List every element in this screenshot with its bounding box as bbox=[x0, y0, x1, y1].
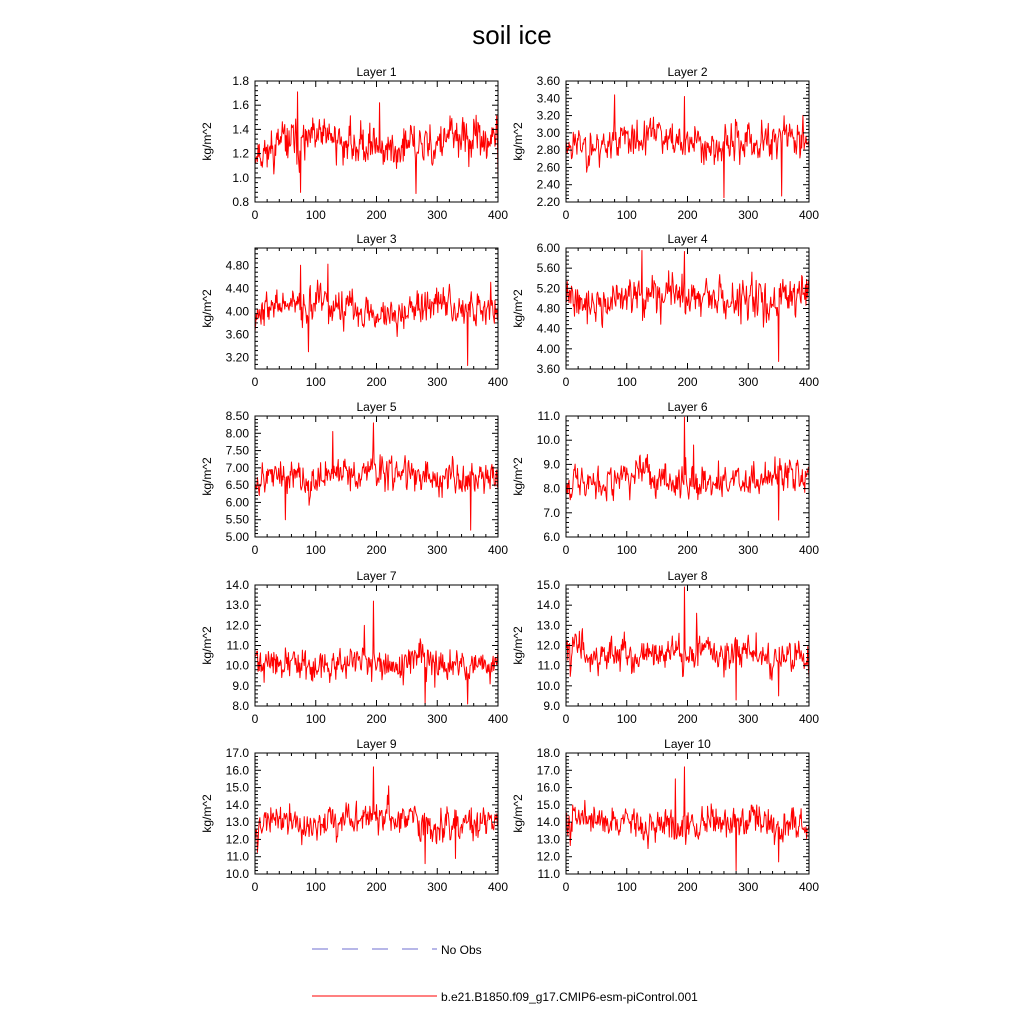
panel-title: Layer 7 bbox=[356, 569, 397, 583]
y-tick-label: 12.0 bbox=[536, 849, 560, 864]
x-tick-label: 400 bbox=[487, 543, 509, 557]
x-tick-label: 100 bbox=[616, 543, 637, 557]
legend-item-model-run bbox=[312, 990, 698, 1004]
x-tick-label: 400 bbox=[798, 375, 820, 389]
y-axis-label: kg/m^2 bbox=[511, 626, 525, 665]
y-tick-label: 6.50 bbox=[225, 478, 249, 493]
x-tick-label: 300 bbox=[427, 375, 448, 389]
x-tick-label: 0 bbox=[562, 543, 570, 557]
x-tick-label: 100 bbox=[305, 375, 326, 389]
x-tick-label: 0 bbox=[562, 375, 570, 389]
y-tick-label: 4.80 bbox=[536, 301, 560, 316]
y-tick-label: 8.50 bbox=[225, 409, 249, 423]
panel-layer-5 bbox=[200, 400, 508, 557]
panel-title: Layer 4 bbox=[667, 232, 708, 246]
y-tick-label: 2.40 bbox=[536, 177, 560, 192]
panel-title: Layer 6 bbox=[667, 400, 708, 414]
panels bbox=[200, 65, 819, 894]
y-tick-label: 4.40 bbox=[536, 321, 560, 336]
y-axis-label: kg/m^2 bbox=[200, 626, 214, 665]
panel-title: Layer 3 bbox=[356, 232, 397, 246]
x-tick-label: 0 bbox=[562, 208, 570, 222]
series-line-layer-7 bbox=[255, 601, 498, 704]
x-tick-label: 200 bbox=[677, 375, 698, 389]
panel-layer-10 bbox=[511, 737, 819, 894]
y-tick-label: 12.0 bbox=[536, 638, 560, 653]
y-tick-label: 17.0 bbox=[536, 763, 560, 778]
y-tick-label: 3.60 bbox=[225, 327, 249, 342]
y-tick-label: 4.00 bbox=[225, 304, 249, 319]
x-tick-label: 400 bbox=[487, 208, 509, 222]
x-tick-label: 400 bbox=[487, 880, 509, 894]
x-tick-label: 100 bbox=[305, 543, 326, 557]
y-tick-label: 4.80 bbox=[225, 258, 249, 273]
y-tick-label: 0.8 bbox=[232, 195, 249, 209]
x-tick-label: 300 bbox=[738, 712, 759, 726]
panel-title: Layer 10 bbox=[664, 737, 711, 751]
y-axis-label: kg/m^2 bbox=[200, 457, 214, 496]
y-tick-label: 13.0 bbox=[536, 618, 560, 633]
y-tick-label: 8.0 bbox=[543, 481, 560, 496]
panel-layer-1 bbox=[200, 65, 508, 222]
y-tick-label: 3.20 bbox=[536, 108, 560, 123]
y-tick-label: 8.00 bbox=[225, 426, 249, 441]
x-tick-label: 200 bbox=[366, 208, 387, 222]
x-tick-label: 200 bbox=[366, 712, 387, 726]
y-tick-label: 14.0 bbox=[225, 797, 249, 812]
panel-title: Layer 2 bbox=[667, 65, 708, 79]
x-tick-label: 200 bbox=[677, 208, 698, 222]
series-line-layer-6 bbox=[566, 417, 809, 520]
y-tick-label: 10.0 bbox=[225, 867, 249, 881]
y-tick-label: 11.0 bbox=[226, 849, 249, 864]
x-tick-label: 0 bbox=[251, 880, 259, 894]
y-tick-label: 6.00 bbox=[536, 241, 560, 255]
y-tick-label: 18.0 bbox=[536, 746, 560, 760]
x-tick-label: 200 bbox=[677, 712, 698, 726]
y-tick-label: 1.2 bbox=[232, 146, 249, 161]
y-tick-label: 16.0 bbox=[225, 763, 249, 778]
y-tick-label: 1.4 bbox=[232, 122, 249, 137]
y-tick-label: 10.0 bbox=[536, 678, 560, 693]
y-tick-label: 14.0 bbox=[536, 598, 560, 613]
x-tick-label: 200 bbox=[366, 880, 387, 894]
y-tick-label: 12.0 bbox=[225, 832, 249, 847]
y-tick-label: 10.0 bbox=[536, 433, 560, 448]
legend-label-no-obs: No Obs bbox=[441, 943, 482, 957]
panel-layer-4 bbox=[511, 232, 819, 389]
figure-title: soil ice bbox=[472, 20, 552, 50]
x-tick-label: 0 bbox=[251, 375, 259, 389]
x-tick-label: 200 bbox=[366, 375, 387, 389]
x-tick-label: 300 bbox=[738, 880, 759, 894]
y-tick-label: 15.0 bbox=[536, 797, 560, 812]
y-tick-label: 1.8 bbox=[232, 74, 249, 88]
x-tick-label: 400 bbox=[487, 375, 509, 389]
y-tick-label: 13.0 bbox=[225, 598, 249, 613]
panel-title: Layer 5 bbox=[356, 400, 397, 414]
panel-layer-9 bbox=[200, 737, 508, 894]
x-tick-label: 400 bbox=[487, 712, 509, 726]
y-tick-label: 9.0 bbox=[543, 457, 560, 472]
x-tick-label: 300 bbox=[427, 208, 448, 222]
y-tick-label: 3.00 bbox=[536, 125, 560, 140]
y-tick-label: 2.20 bbox=[536, 195, 560, 209]
plot-frame bbox=[566, 248, 809, 369]
y-axis-label: kg/m^2 bbox=[200, 122, 214, 161]
legend bbox=[312, 943, 698, 1004]
x-tick-label: 400 bbox=[798, 543, 820, 557]
y-tick-label: 1.6 bbox=[232, 98, 249, 113]
y-tick-label: 7.00 bbox=[225, 460, 249, 475]
x-tick-label: 300 bbox=[738, 543, 759, 557]
series-line-layer-9 bbox=[255, 767, 498, 864]
y-tick-label: 4.40 bbox=[225, 281, 249, 296]
y-tick-label: 11.0 bbox=[537, 867, 560, 881]
y-tick-label: 14.0 bbox=[225, 578, 249, 592]
panel-title: Layer 8 bbox=[667, 569, 708, 583]
x-tick-label: 100 bbox=[616, 880, 637, 894]
y-tick-label: 3.60 bbox=[536, 362, 560, 376]
panel-layer-2 bbox=[511, 65, 819, 222]
x-tick-label: 200 bbox=[366, 543, 387, 557]
x-tick-label: 100 bbox=[616, 375, 637, 389]
y-tick-label: 14.0 bbox=[536, 815, 560, 830]
y-tick-label: 2.80 bbox=[536, 143, 560, 158]
x-tick-label: 200 bbox=[677, 880, 698, 894]
panel-layer-3 bbox=[200, 232, 508, 389]
x-tick-label: 0 bbox=[562, 712, 570, 726]
x-tick-label: 300 bbox=[738, 208, 759, 222]
y-axis-label: kg/m^2 bbox=[511, 122, 525, 161]
y-tick-label: 6.0 bbox=[543, 530, 560, 544]
series-line-layer-5 bbox=[255, 423, 498, 530]
y-tick-label: 3.20 bbox=[225, 350, 249, 365]
y-tick-label: 2.60 bbox=[536, 160, 560, 175]
y-tick-label: 5.20 bbox=[536, 281, 560, 296]
plot-frame bbox=[566, 585, 809, 706]
x-tick-label: 300 bbox=[738, 375, 759, 389]
x-tick-label: 300 bbox=[427, 880, 448, 894]
y-tick-label: 10.0 bbox=[225, 658, 249, 673]
series-line-layer-2 bbox=[566, 95, 809, 198]
plot-frame bbox=[255, 585, 498, 706]
y-tick-label: 11.0 bbox=[226, 638, 249, 653]
y-axis-label: kg/m^2 bbox=[200, 794, 214, 833]
x-tick-label: 400 bbox=[798, 880, 820, 894]
y-tick-label: 4.00 bbox=[536, 341, 560, 356]
x-tick-label: 100 bbox=[616, 712, 637, 726]
y-axis-label: kg/m^2 bbox=[511, 289, 525, 328]
x-tick-label: 100 bbox=[305, 712, 326, 726]
y-axis-label: kg/m^2 bbox=[511, 457, 525, 496]
x-tick-label: 300 bbox=[427, 543, 448, 557]
series-line-layer-3 bbox=[255, 264, 498, 365]
panel-layer-8 bbox=[511, 569, 819, 726]
y-tick-label: 5.00 bbox=[225, 530, 249, 544]
x-tick-label: 0 bbox=[251, 543, 259, 557]
legend-item-no-obs bbox=[312, 943, 482, 957]
panel-layer-7 bbox=[200, 569, 508, 726]
y-tick-label: 5.60 bbox=[536, 261, 560, 276]
panel-title: Layer 1 bbox=[356, 65, 397, 79]
y-tick-label: 9.0 bbox=[543, 699, 560, 713]
x-tick-label: 300 bbox=[427, 712, 448, 726]
y-tick-label: 5.50 bbox=[225, 512, 249, 527]
series-line-layer-8 bbox=[566, 587, 809, 700]
series-line-layer-10 bbox=[566, 767, 809, 871]
legend-label-model-run: b.e21.B1850.f09_g17.CMIP6-esm-piControl.001 bbox=[441, 990, 698, 1004]
y-tick-label: 8.0 bbox=[232, 699, 249, 713]
y-tick-label: 7.50 bbox=[225, 443, 249, 458]
series-line-layer-1 bbox=[255, 92, 498, 194]
series-line-layer-4 bbox=[566, 251, 809, 362]
x-tick-label: 100 bbox=[305, 208, 326, 222]
y-tick-label: 11.0 bbox=[537, 658, 560, 673]
y-tick-label: 9.0 bbox=[232, 678, 249, 693]
panel-title: Layer 9 bbox=[356, 737, 397, 751]
y-tick-label: 13.0 bbox=[536, 832, 560, 847]
y-tick-label: 11.0 bbox=[537, 409, 560, 423]
y-tick-label: 3.60 bbox=[536, 74, 560, 88]
y-tick-label: 7.0 bbox=[543, 505, 560, 520]
y-tick-label: 12.0 bbox=[225, 618, 249, 633]
x-tick-label: 400 bbox=[798, 712, 820, 726]
y-tick-label: 15.0 bbox=[536, 578, 560, 592]
panel-layer-6 bbox=[511, 400, 819, 557]
x-tick-label: 100 bbox=[305, 880, 326, 894]
x-tick-label: 0 bbox=[562, 880, 570, 894]
x-tick-label: 100 bbox=[616, 208, 637, 222]
y-tick-label: 15.0 bbox=[225, 780, 249, 795]
x-tick-label: 200 bbox=[677, 543, 698, 557]
y-tick-label: 3.40 bbox=[536, 91, 560, 106]
y-tick-label: 16.0 bbox=[536, 780, 560, 795]
y-tick-label: 13.0 bbox=[225, 815, 249, 830]
y-axis-label: kg/m^2 bbox=[511, 794, 525, 833]
y-tick-label: 1.0 bbox=[232, 170, 249, 185]
x-tick-label: 0 bbox=[251, 208, 259, 222]
y-tick-label: 6.00 bbox=[225, 495, 249, 510]
y-tick-label: 17.0 bbox=[225, 746, 249, 760]
y-axis-label: kg/m^2 bbox=[200, 289, 214, 328]
x-tick-label: 400 bbox=[798, 208, 820, 222]
x-tick-label: 0 bbox=[251, 712, 259, 726]
